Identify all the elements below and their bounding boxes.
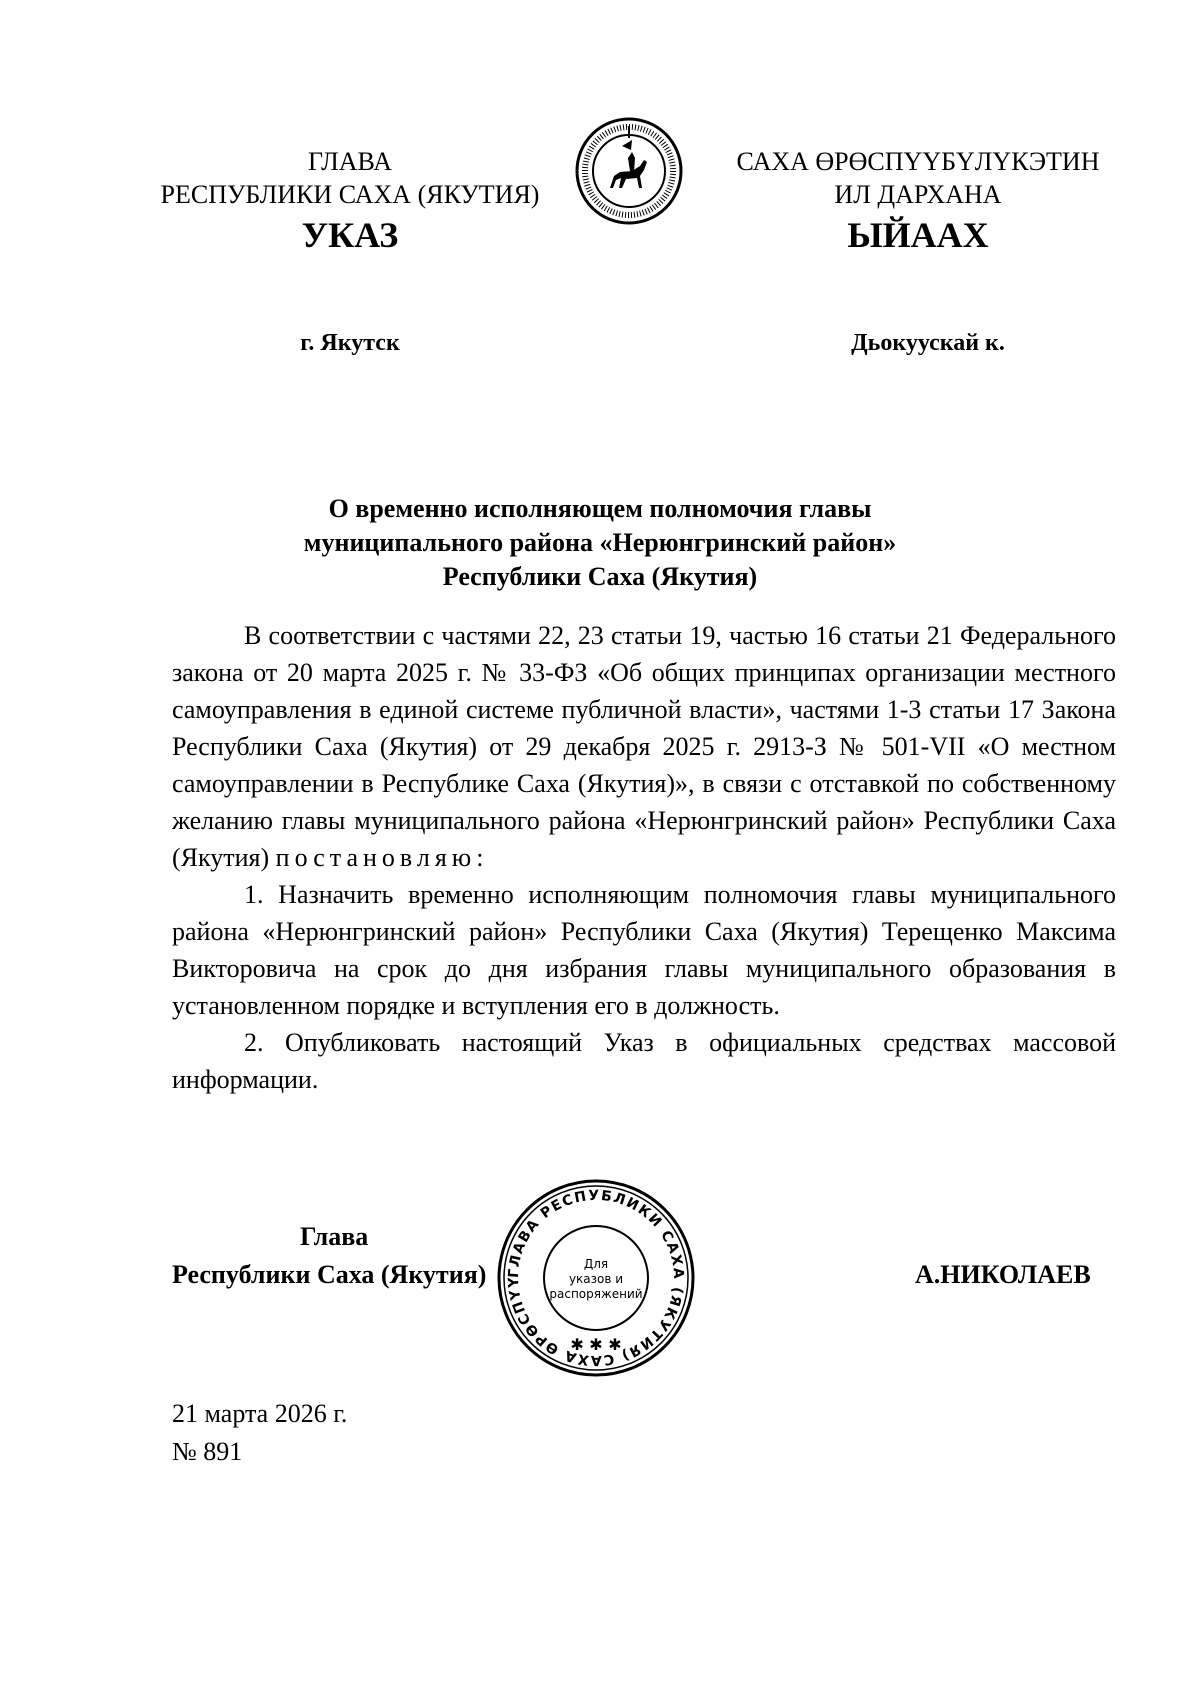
header-left-line1: ГЛАВА	[308, 147, 392, 176]
doc-type-left: УКАЗ	[301, 215, 399, 255]
footer	[172, 1395, 347, 1471]
header-left-line2: РЕСПУБЛИКИ САХА (ЯКУТИЯ)	[160, 180, 540, 209]
signature-name: А.НИКОЛАЕВ	[915, 1260, 1091, 1289]
title-line3: Республики Саха (Якутия)	[442, 562, 758, 591]
header-right-line2: ИЛ ДАРХАНА	[834, 180, 1002, 209]
stamp-center-line3: распоряжений	[549, 1287, 643, 1301]
signature-position-line1: Глава	[300, 1222, 369, 1251]
official-stamp	[496, 1178, 696, 1378]
signature-position-line2: Республики Саха (Якутия)	[172, 1260, 487, 1289]
doc-type-right: ЫЙААХ	[847, 215, 989, 255]
decree-number: № 891	[172, 1437, 243, 1466]
preamble-text: В соответствии с частями 22, 23 статьи 19, частью 16 статьи 21 Федерального закона от 20 марта 2025 г. № 33-ФЗ «Об общих принципах организации местного самоуправления в единой системе публичной власти», частями 1-3 статьи 17 Закона Республики Саха (Якутия) от 29 декабря 2025 г. 2913-З № 501-VII «О местном самоуправлении в Республике Саха (Якутия)», в связи с отставкой по собственному желанию главы муниципального района «Нерюнгринский район» Республики Саха (Якутия)	[172, 621, 1116, 872]
title-line2: муниципального района «Нерюнгринский район»	[303, 528, 897, 557]
header-right	[718, 145, 1118, 211]
stamp-center-line2: указов и	[568, 1272, 624, 1286]
decree-body	[172, 617, 1116, 1098]
title-line1: О временно исполняющем полномочия главы	[328, 494, 872, 523]
yakutia-coat-of-arms-icon	[574, 116, 684, 226]
stamp-stars-icon: ✱ ✱ ✱	[570, 1335, 622, 1354]
preamble-paragraph	[172, 617, 1116, 876]
stamp-ring-text: ГЛАВА РЕСПУБЛИКИ САХА (ЯКУТИЯ) САХА ӨРӨСПҮҮ	[505, 1187, 687, 1369]
resolve-word: постановляю:	[275, 843, 489, 872]
item-2: 2. Опубликовать настоящий Указ в официальных средствах массовой информации.	[172, 1028, 1116, 1094]
header-right-line1: САХА ӨРӨСПҮҮБҮЛҮКЭТИН	[736, 147, 1100, 176]
place-left: г. Якутск	[300, 330, 400, 356]
decree-date: 21 марта 2026 г.	[172, 1399, 348, 1428]
item-1: 1. Назначить временно исполняющим полномочия главы муниципального района «Нерюнгринский район» Республики Саха (Якутия) Терещенко Максима Викторовича на срок до дня избрания главы муниципального образования в установленном порядке и вступления его в должность.	[172, 880, 1116, 1020]
place-right: Дьокуускай к.	[851, 330, 1005, 356]
decree-title	[150, 492, 1050, 594]
header-left	[150, 145, 550, 211]
stamp-center-line1: Для	[583, 1257, 609, 1271]
